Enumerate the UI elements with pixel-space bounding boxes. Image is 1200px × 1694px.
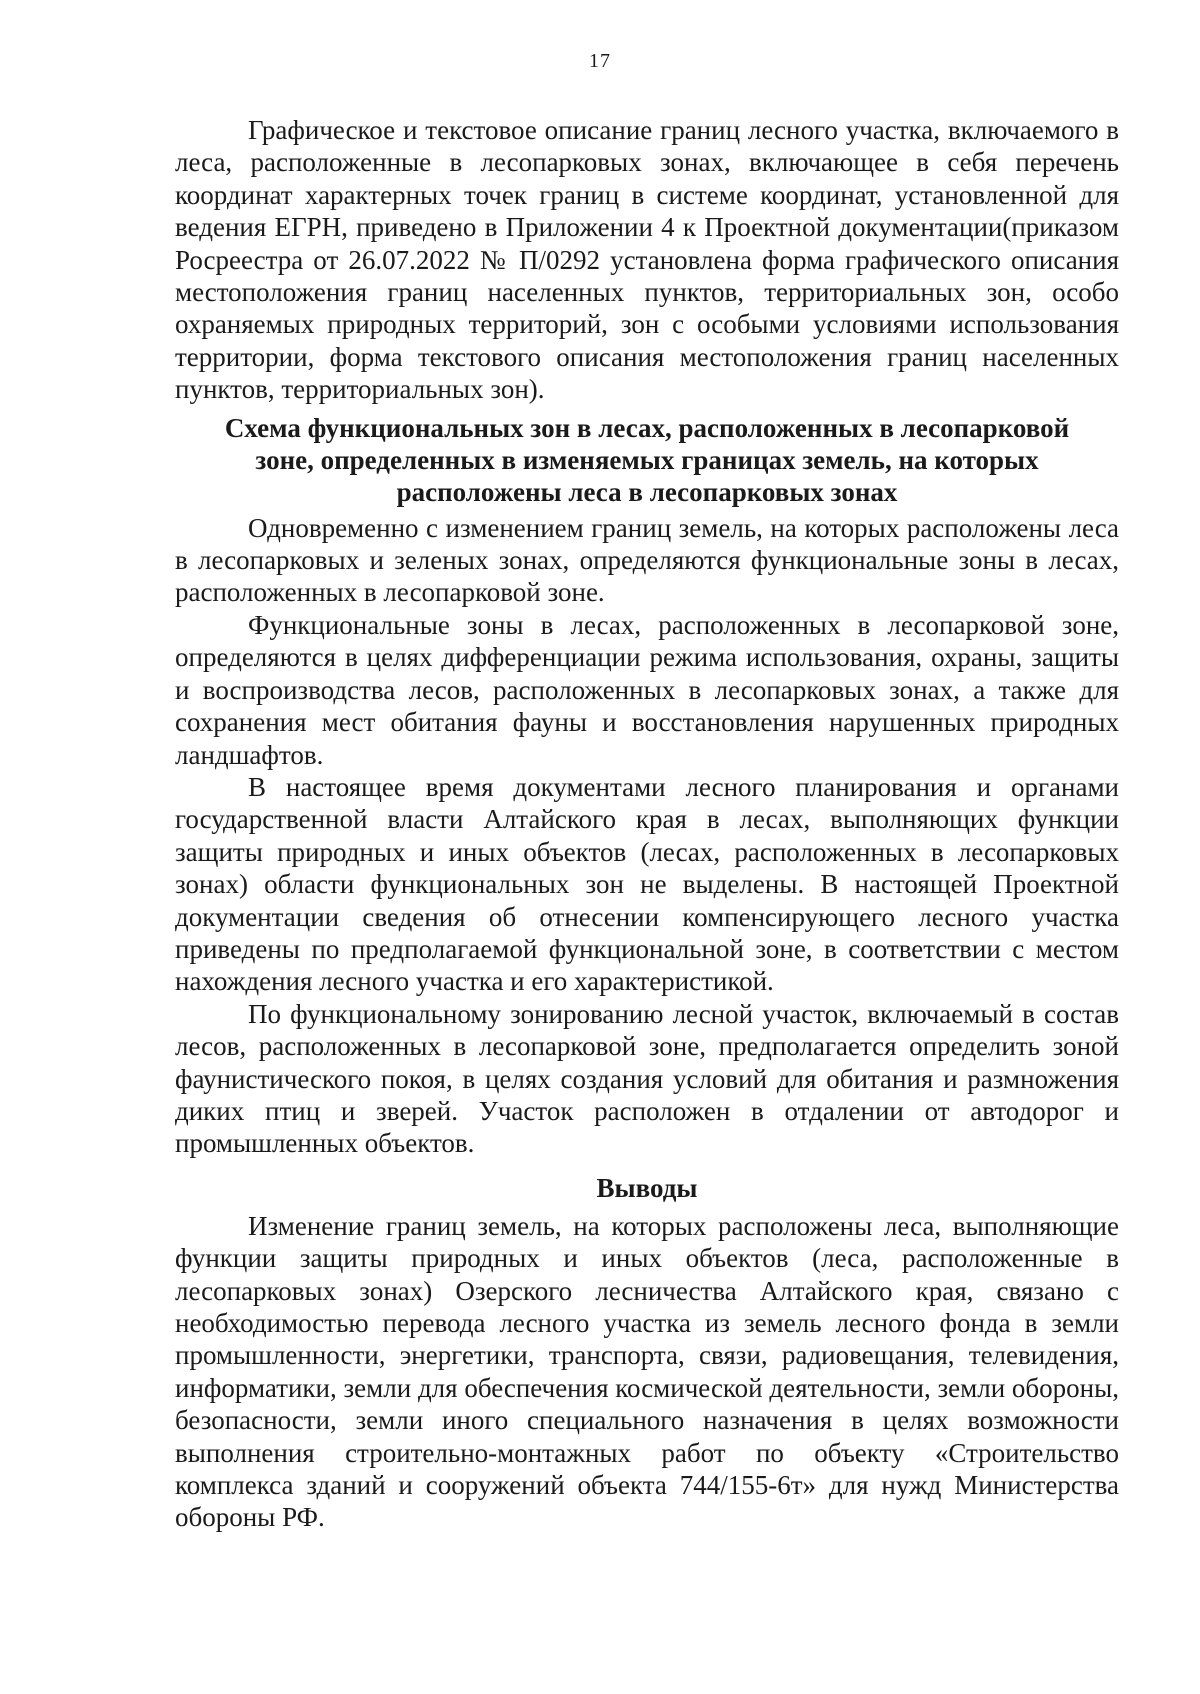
scheme-heading-line-1: Схема функциональных зон в лесах, расположенных в лесопарковой xyxy=(224,412,1070,443)
intro-paragraph: Графическое и текстовое описание границ лесного участка, включаемого в леса, расположенные в лесопарковых зонах, включающее в себя перечень координат характерных точек границ в системе координат, установленной для ведения ЕГРН, приведено в Приложении 4 к Проектной документации(приказом Росреестра от 26.07.2022 № П/0292 установлена форма графического описания местоположения границ населенных пунктов, территориальных зон, особо охраняемых природных территорий, зон с особыми условиями использования территории, форма текстового описания местоположения границ населенных пунктов, территориальных зон). xyxy=(175,115,1119,405)
outputs-heading: Выводы xyxy=(596,1172,698,1203)
scheme-paragraph-3: В настоящее время документами лесного планирования и органами государственной власти Алтайского края в лесах, выполняющих функции защиты природных и иных объектов (лесах, расположенных в лесопарковых зонах) области функциональных зон не выделены. В настоящей Проектной документации сведения об отнесении компенсирующего лесного участка приведены по предполагаемой функциональной зоне, в соответствии с местом нахождения лесного участка и его характеристикой. xyxy=(175,771,1119,997)
scheme-paragraph-1: Одновременно с изменением границ земель, на которых расположены леса в лесопарковых и зеленых зонах, определяются функциональные зоны в лесах, расположенных в лесопарковой зоне. xyxy=(175,512,1119,608)
page-content xyxy=(175,114,1119,1534)
outputs-paragraph: Изменение границ земель, на которых расположены леса, выполняющие функции защиты природных и иных объектов (леса, расположенные в лесопарковых зонах) Озерского лесничества Алтайского края, связано с необходимостью перевода лесного участка из земель лесного фонда в земли промышленности, энергетики, транспорта, связи, радиовещания, телевидения, информатики, земли для обеспечения космической деятельности, земли обороны, безопасности, земли иного специального назначения в целях возможности выполнения строительно-монтажных работ по объекту «Строительство комплекса зданий и сооружений объекта 744/155-6т» для нужд Министерства обороны РФ. xyxy=(175,1210,1119,1533)
scheme-paragraph-4: По функциональному зонированию лесной участок, включаемый в состав лесов, расположенных в лесопарковой зоне, предполагается определить зоной фаунистического покоя, в целях создания условий для обитания и размножения диких птиц и зверей. Участок расположен в отдалении от автодорог и промышленных объектов. xyxy=(175,998,1119,1159)
scheme-heading xyxy=(175,412,1119,508)
scheme-paragraph-2: Функциональные зоны в лесах, расположенных в лесопарковой зоне, определяются в целях дифференциации режима использования, охраны, защиты и воспроизводства лесов, расположенных в лесопарковых зонах, а также для сохранения мест обитания фауны и восстановления нарушенных природных ландшафтов. xyxy=(175,609,1119,770)
page-number: 17 xyxy=(589,50,611,72)
scheme-heading-line-2: зоне, определенных в изменяемых границах земель, на которых xyxy=(255,444,1039,475)
scheme-heading-line-3: расположены леса в лесопарковых зонах xyxy=(396,476,898,507)
